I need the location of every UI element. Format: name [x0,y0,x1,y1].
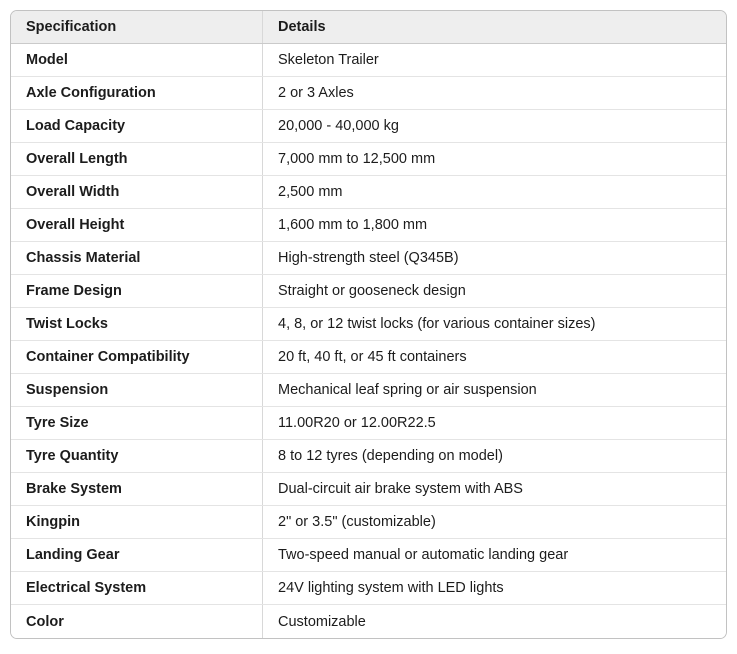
table-row [11,407,726,440]
spec-cell: Brake System [11,473,263,505]
table-row [11,308,726,341]
spec-cell: Chassis Material [11,242,263,274]
details-cell: 2,500 mm [278,184,343,200]
details-cell: 24V lighting system with LED lights [278,580,504,596]
spec-cell: Tyre Size [11,407,263,439]
details-cell: 8 to 12 tyres (depending on model) [278,448,503,464]
table-row [11,110,726,143]
table-row [11,44,726,77]
table-row [11,539,726,572]
details-cell: 2" or 3.5" (customizable) [278,514,436,530]
spec-cell: Color [11,605,263,638]
details-cell: Straight or gooseneck design [278,283,466,299]
spec-cell: Twist Locks [11,308,263,340]
table-row [11,77,726,110]
table-row [11,473,726,506]
details-cell: High-strength steel (Q345B) [278,250,459,266]
column-header-details: Details [278,19,326,35]
spec-cell: Container Compatibility [11,341,263,373]
table-row [11,341,726,374]
details-cell: 20 ft, 40 ft, or 45 ft containers [278,349,467,365]
spec-cell: Overall Length [11,143,263,175]
table-row [11,143,726,176]
spec-cell: Suspension [11,374,263,406]
spec-cell: Axle Configuration [11,77,263,109]
table-row [11,572,726,605]
spec-cell: Load Capacity [11,110,263,142]
column-header-specification: Specification [11,11,263,43]
details-cell: 4, 8, or 12 twist locks (for various container sizes) [278,316,596,332]
details-cell: Mechanical leaf spring or air suspension [278,382,537,398]
spec-cell: Kingpin [11,506,263,538]
specification-table [10,10,727,639]
spec-cell: Electrical System [11,572,263,604]
details-cell: Customizable [278,613,366,630]
table-row [11,275,726,308]
spec-cell: Landing Gear [11,539,263,571]
table-row [11,176,726,209]
details-cell: Two-speed manual or automatic landing gear [278,547,569,563]
spec-cell: Overall Height [11,209,263,241]
table-row [11,209,726,242]
spec-cell: Frame Design [11,275,263,307]
spec-cell: Model [11,44,263,76]
details-cell: 7,000 mm to 12,500 mm [278,151,436,167]
table-row [11,605,726,638]
table-row [11,440,726,473]
spec-cell: Overall Width [11,176,263,208]
details-cell: 11.00R20 or 12.00R22.5 [278,415,436,431]
table-row [11,374,726,407]
table-row [11,506,726,539]
table-row [11,242,726,275]
table-header-row [11,11,726,44]
details-cell: 20,000 - 40,000 kg [278,118,399,134]
details-cell: 1,600 mm to 1,800 mm [278,217,428,233]
spec-cell: Tyre Quantity [11,440,263,472]
details-cell: Dual-circuit air brake system with ABS [278,481,523,497]
details-cell: Skeleton Trailer [278,52,379,68]
details-cell: 2 or 3 Axles [278,85,354,101]
table-body [11,44,726,638]
